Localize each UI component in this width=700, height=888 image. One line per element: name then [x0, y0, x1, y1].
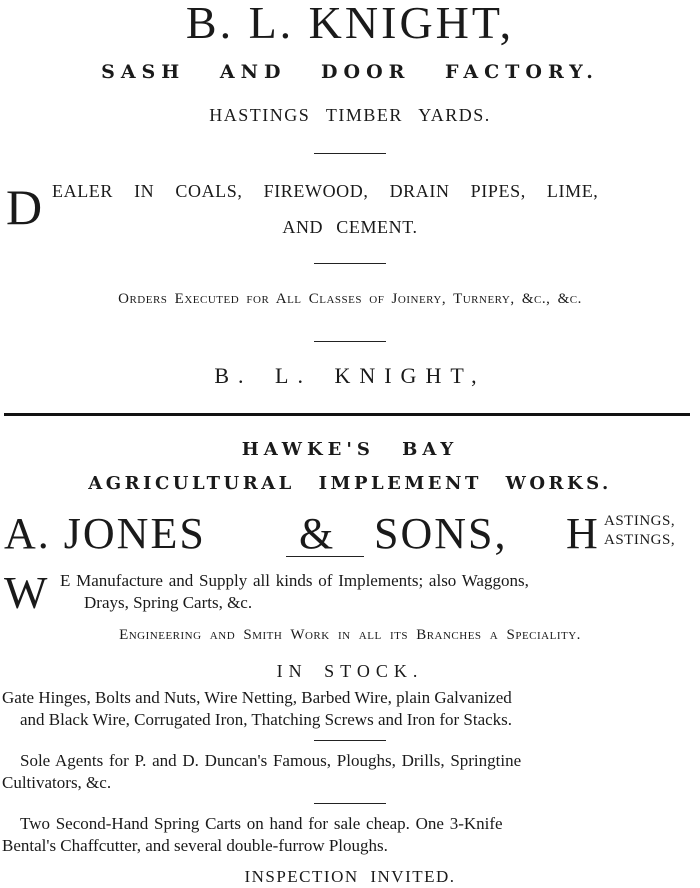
carts-line-1: Two Second-Hand Spring Carts on hand for sale cheap. One 3-Knife: [20, 814, 503, 833]
knight-signature: B. L. KNIGHT,: [214, 363, 486, 388]
divider: [314, 341, 386, 342]
manufacture-line-1: E Manufacture and Supply all kinds of Implements; also Waggons,: [60, 571, 529, 590]
agents-line-1: Sole Agents for P. and D. Duncan's Famous, Ploughs, Drills, Springtine: [20, 751, 522, 770]
knight-subtitle: SASH AND DOOR FACTORY.: [101, 61, 599, 83]
hastings-top: ASTINGS,: [604, 513, 676, 529]
firm-name-left: A. JONES: [4, 509, 206, 558]
divider: [314, 740, 386, 741]
divider: [314, 263, 386, 264]
jones-heading-2: AGRICULTURAL IMPLEMENT WORKS.: [88, 473, 612, 494]
inspection-invited: INSPECTION INVITED.: [244, 867, 456, 886]
ampersand-underline: [286, 556, 364, 557]
drop-cap-d: D: [6, 179, 43, 235]
firm-name-ampersand: &: [299, 509, 334, 558]
hastings-bottom: ASTINGS,: [604, 532, 676, 548]
agents-line-2: Cultivators, &c.: [2, 773, 112, 792]
in-stock-heading: IN STOCK.: [276, 661, 424, 681]
jones-heading-1: HAWKE'S BAY: [241, 439, 459, 460]
engineering-line: Engineering and Smith Work in all its Branches a Speciality.: [119, 627, 581, 643]
carts-line-2: Bental's Chaffcutter, and several double-furrow Ploughs.: [2, 836, 388, 855]
manufacture-line-2: Drays, Spring Carts, &c.: [84, 593, 253, 612]
knight-location: HASTINGS TIMBER YARDS.: [209, 105, 491, 125]
dealer-line-1: EALER IN COALS, FIREWOOD, DRAIN PIPES, LIME,: [52, 181, 599, 201]
firm-name-right: SONS,: [374, 509, 508, 558]
hastings-initial: H: [566, 509, 598, 558]
section-divider: [4, 413, 690, 416]
dealer-line-2: AND CEMENT.: [282, 217, 418, 237]
stock-line-2: and Black Wire, Corrugated Iron, Thatching Screws and Iron for Stacks.: [20, 710, 513, 729]
divider: [314, 803, 386, 804]
knight-orders: Orders Executed for All Classes of Joinery, Turnery, &c., &c.: [118, 291, 582, 307]
stock-line-1: Gate Hinges, Bolts and Nuts, Wire Netting, Barbed Wire, plain Galvanized: [2, 688, 512, 707]
divider: [314, 153, 386, 154]
drop-cap-w: W: [4, 567, 48, 618]
knight-title: B. L. KNIGHT,: [185, 0, 515, 48]
